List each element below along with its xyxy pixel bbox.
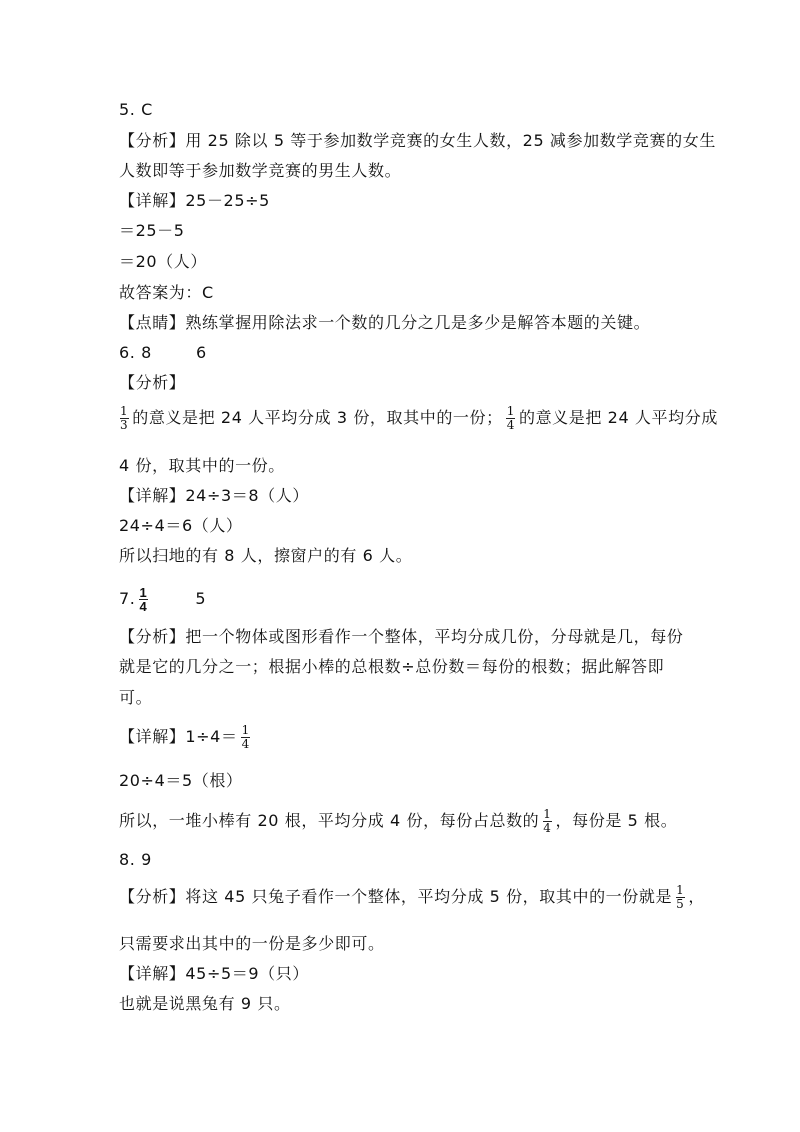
q8-analysis-line1 xyxy=(119,884,705,911)
q6-analysis-text-b: 的意义是把 24 人平均分成 xyxy=(518,408,718,427)
q5-step2: ＝20（人） xyxy=(119,252,207,271)
fraction-denominator: 4 xyxy=(506,418,515,432)
fraction-denominator: 3 xyxy=(120,418,129,432)
fraction xyxy=(506,405,516,432)
fraction-denominator: 4 xyxy=(139,599,148,614)
q5-answer: 5. C xyxy=(119,100,153,119)
q6-conclusion: 所以扫地的有 8 人，擦窗户的有 6 人。 xyxy=(119,546,413,565)
fraction xyxy=(241,724,251,751)
q6-analysis-label: 【分析】 xyxy=(119,373,186,392)
q6-step1: 24÷4＝6（人） xyxy=(119,516,243,535)
fraction-numerator: 1 xyxy=(241,723,250,737)
fraction-numerator: 1 xyxy=(506,404,515,418)
q5-analysis-line2: 人数即等于参加数学竞赛的男生人数。 xyxy=(119,161,402,180)
q8-conclusion: 也就是说黑兔有 9 只。 xyxy=(119,994,291,1013)
q5-step1: ＝25－5 xyxy=(119,221,185,240)
q7-analysis-line3: 可。 xyxy=(119,688,153,707)
q5-detail: 【详解】25－25÷5 xyxy=(119,191,270,210)
q6-answer-2: 6 xyxy=(195,343,207,362)
fraction xyxy=(119,405,129,432)
q7-analysis-line2: 就是它的几分之一；根据小棒的总根数÷总份数＝每份的根数；据此解答即 xyxy=(119,657,665,676)
q6-analysis-line1 xyxy=(116,405,718,432)
fraction-numerator: 1 xyxy=(139,585,148,600)
q7-conclusion xyxy=(119,808,677,835)
q7-step1: 20÷4＝5（根） xyxy=(119,771,243,790)
fraction xyxy=(138,586,148,613)
q6-detail: 【详解】24÷3＝8（人） xyxy=(119,486,309,505)
q8-analysis-a: 【分析】将这 45 只兔子看作一个整体，平均分成 5 份，取其中的一份就是 xyxy=(119,887,673,906)
q7-analysis-line1: 【分析】把一个物体或图形看作一个整体，平均分成几份，分母就是几，每份 xyxy=(119,627,684,646)
q8-analysis-b: ， xyxy=(688,887,705,906)
fraction-numerator: 1 xyxy=(543,807,552,821)
q8-analysis-line2: 只需要求出其中的一份是多少即可。 xyxy=(119,934,385,953)
fraction-denominator: 5 xyxy=(676,897,685,911)
q5-analysis-line1: 【分析】用 25 除以 5 等于参加数学竞赛的女生人数，25 减参加数学竞赛的女生 xyxy=(119,131,716,150)
q8-detail: 【详解】45÷5＝9（只） xyxy=(119,964,309,983)
q7-answer-1: 7. xyxy=(119,589,136,608)
fraction-numerator: 1 xyxy=(120,404,129,418)
q7-detail xyxy=(119,724,254,751)
q7-detail-prefix: 【详解】1÷4＝ xyxy=(119,727,238,746)
q7-answer-2: 5 xyxy=(195,589,207,608)
fraction xyxy=(675,884,685,911)
q6-answer-1: 6. 8 xyxy=(119,343,152,362)
fraction-numerator: 1 xyxy=(676,883,685,897)
q7-conclusion-b: ，每份是 5 根。 xyxy=(555,811,678,830)
q5-key-point: 【点睛】熟练掌握用除法求一个数的几分之几是多少是解答本题的关键。 xyxy=(119,313,651,332)
q5-conclusion: 故答案为：C xyxy=(119,283,214,302)
fraction-denominator: 4 xyxy=(543,821,552,835)
q8-answer: 8. 9 xyxy=(119,850,152,869)
fraction xyxy=(542,808,552,835)
q7-conclusion-a: 所以，一堆小棒有 20 根，平均分成 4 份，每份占总数的 xyxy=(119,811,540,830)
q6-answer-row xyxy=(119,343,207,363)
fraction-denominator: 4 xyxy=(241,737,250,751)
q6-analysis-line2: 4 份，取其中的一份。 xyxy=(119,456,285,475)
q7-answer-row xyxy=(119,586,206,613)
q6-analysis-text-a: 的意义是把 24 人平均分成 3 份，取其中的一份； xyxy=(132,408,503,427)
